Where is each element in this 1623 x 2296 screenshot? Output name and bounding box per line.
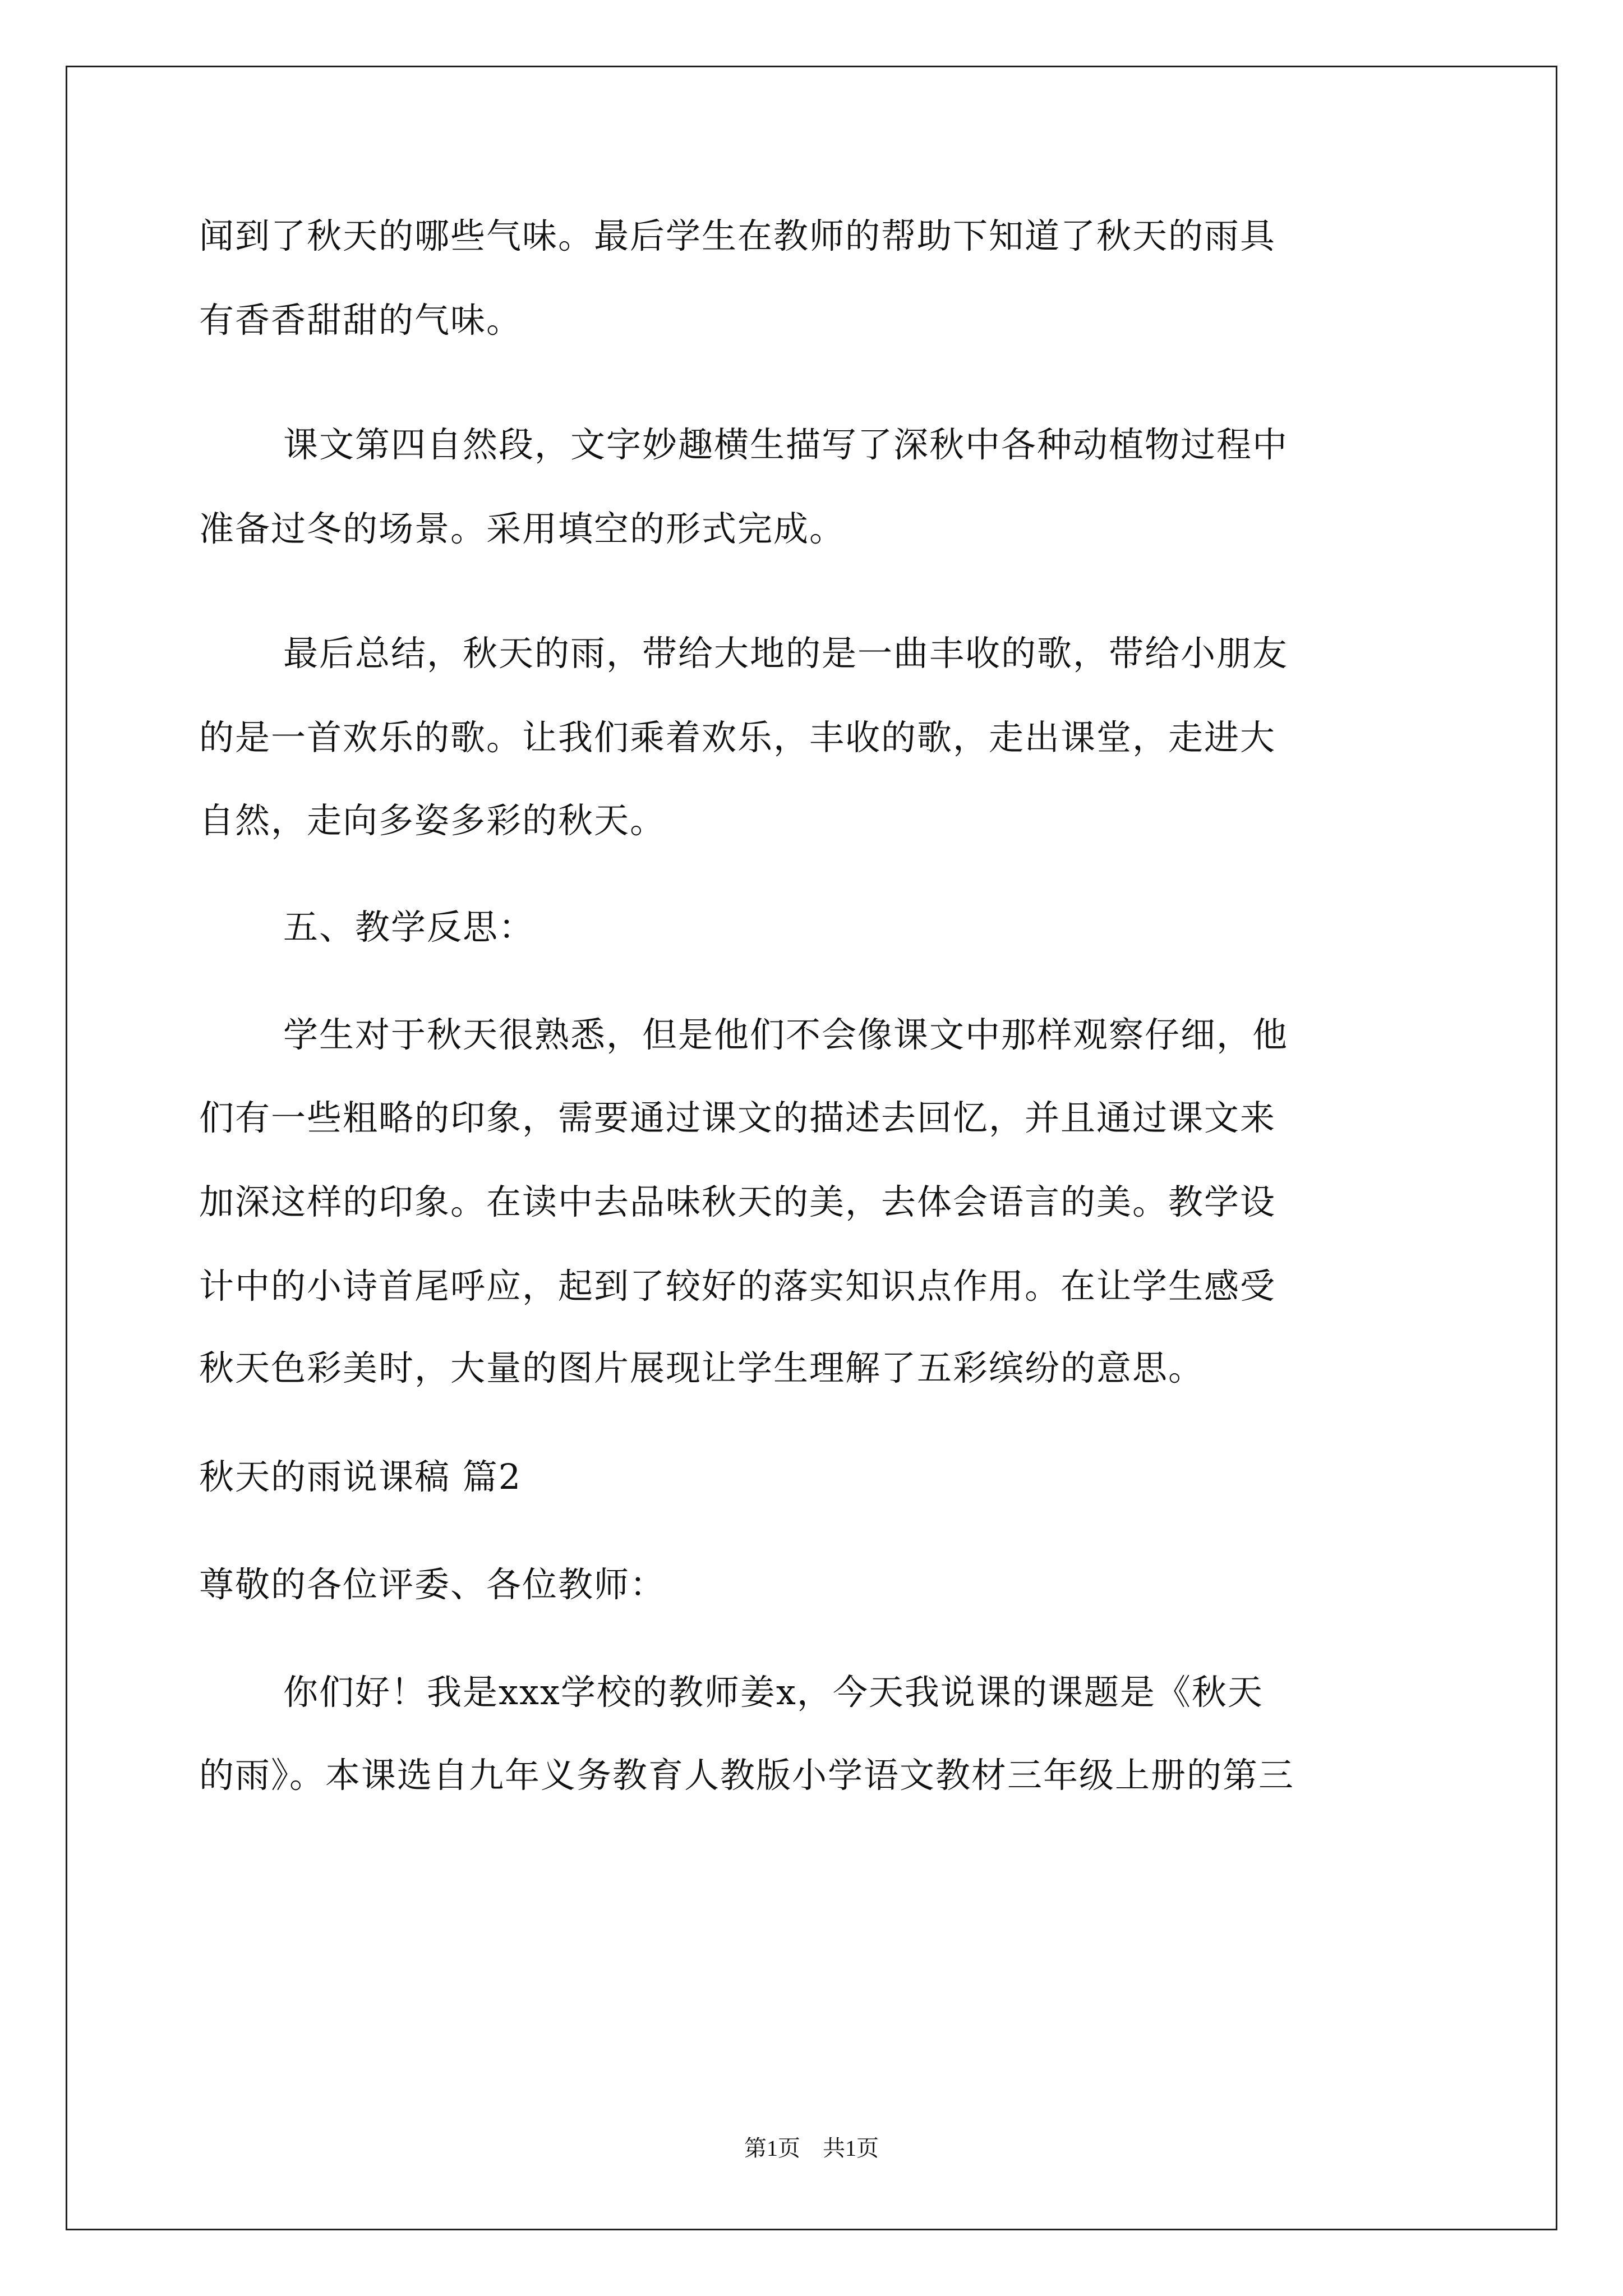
- text-line: 自然，走向多姿多彩的秋天。: [199, 800, 666, 841]
- text-line: 准备过冬的场景。采用填空的形式完成。: [199, 508, 846, 549]
- page-border: [66, 66, 1557, 2230]
- text-line: 你们好！我是xxx学校的教师姜x，今天我说课的课题是《秋天: [283, 1672, 1264, 1713]
- section-heading: 五、教学反思：: [283, 907, 535, 947]
- text-line: 的雨》。本课选自九年义务教育人教版小学语文教材三年级上册的第三: [199, 1755, 1295, 1796]
- salutation: 尊敬的各位评委、各位教师：: [199, 1564, 666, 1605]
- text-line: 课文第四自然段，文字妙趣横生描写了深秋中各种动植物过程中: [283, 424, 1289, 465]
- text-line: 加深这样的印象。在读中去品味秋天的美，去体会语言的美。教学设: [199, 1181, 1276, 1222]
- text-line: 学生对于秋天很熟悉，但是他们不会像课文中那样观察仔细，他: [283, 1014, 1289, 1055]
- text-line: 秋天色彩美时，大量的图片展现让学生理解了五彩缤纷的意思。: [199, 1347, 1205, 1388]
- text-line: 们有一些粗略的印象，需要通过课文的描述去回忆，并且通过课文来: [199, 1097, 1276, 1138]
- text-line: 最后总结，秋天的雨，带给大地的是一曲丰收的歌，带给小朋友: [283, 633, 1289, 674]
- text-line: 计中的小诗首尾呼应，起到了较好的落实知识点作用。在让学生感受: [199, 1266, 1276, 1306]
- page-footer: 第1页 共1页: [744, 2136, 879, 2161]
- text-line: 闻到了秋天的哪些气味。最后学生在教师的帮助下知道了秋天的雨具: [199, 215, 1276, 256]
- article-title: 秋天的雨说课稿 篇2: [199, 1456, 522, 1497]
- text-line: 有香香甜甜的气味。: [199, 300, 523, 341]
- text-line: 的是一首欢乐的歌。让我们乘着欢乐，丰收的歌，走出课堂，走进大: [199, 717, 1276, 758]
